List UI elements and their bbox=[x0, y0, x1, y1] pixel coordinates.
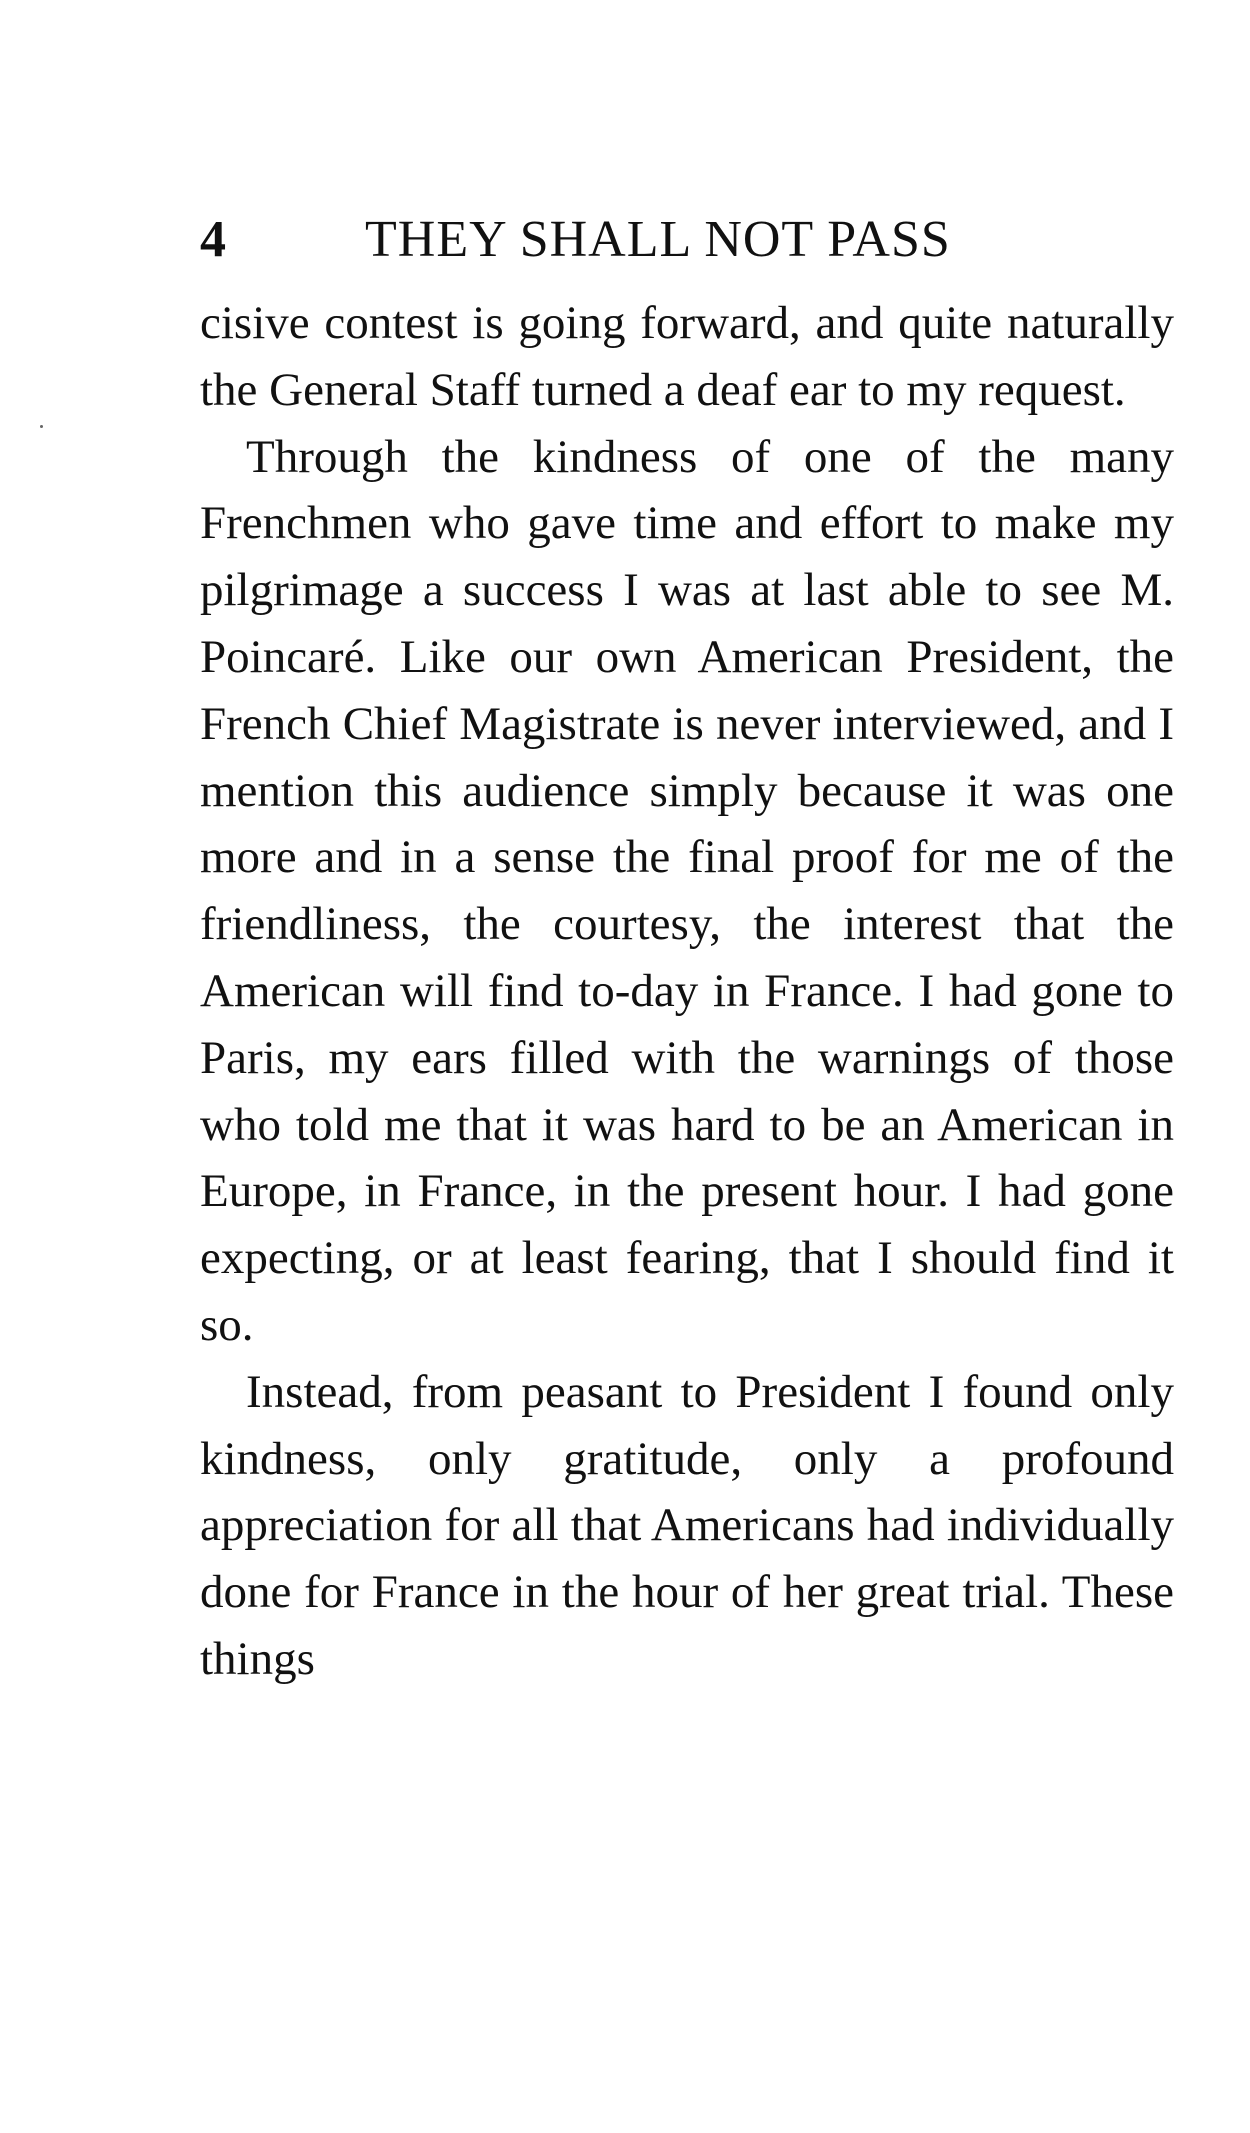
running-title: THEY SHALL NOT PASS bbox=[365, 211, 951, 268]
body-text bbox=[200, 290, 1174, 1693]
page-speck bbox=[40, 425, 43, 428]
paragraph-1: cisive contest is going forward, and quite naturally the General Staff turned a deaf ear to my request. bbox=[200, 297, 1174, 416]
page-header bbox=[200, 205, 1180, 275]
page-number: 4 bbox=[200, 211, 226, 268]
paragraph-2: Through the kindness of one of the many Frenchmen who gave time and effort to make my pilgrimage a success I was at last able to see M. Poincaré. Like our own American President, the French Chief Magistrate is never interviewed, and I mention this audience simply because it was one more and in a sense the final proof for me of the friendliness, the courtesy, the interest that the American will find to-day in France. I had gone to Paris, my ears filled with the warnings of those who told me that it was hard to be an American in Europe, in France, in the present hour. I had gone expecting, or at least fearing, that I should find it so. bbox=[200, 430, 1174, 1351]
paragraph-3: Instead, from peasant to President I found only kindness, only gratitude, only a profound appreciation for all that Americans had individually done for France in the hour of her great trial. These things bbox=[200, 1365, 1174, 1685]
